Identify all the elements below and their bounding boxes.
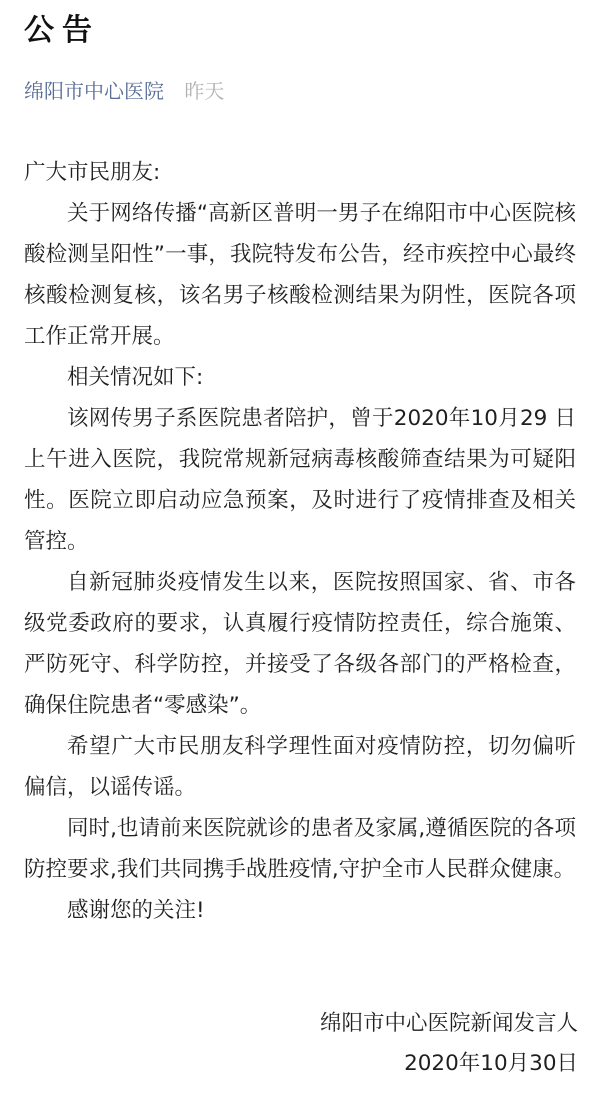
signature-block [320,1004,578,1084]
article-meta [24,76,224,106]
signature-org: 绵阳市中心医院新闻发言人 [319,1011,578,1036]
greeting: 广大市民朋友: [24,160,161,185]
paragraph-appeal: 希望广大市民朋友科学理性面对疫情防控，切勿偏听偏信，以谣传谣。 [24,734,576,800]
paragraph-details: 该网传男子系医院患者陪护，曾于2020年10月29 日上午进入医院，我院常规新冠病毒核酸筛查结果为可疑阳性。医院立即启动应急预案，及时进行了疫情排查及相关管控。 [24,406,576,554]
account-name-link[interactable]: 绵阳市中心医院 [24,79,164,103]
paragraph-requirements: 同时,也请前来医院就诊的患者及家属,遵循医院的各项防控要求,我们共同携手战胜疫情,守护全市人民群众健康。 [24,816,576,882]
paragraph-intro: 关于网络传播“高新区普明一男子在绵阳市中心医院核酸检测呈阳性”一事，我院特发布公告，经市疾控中心最终核酸检测复核，该名男子核酸检测结果为阴性，医院各项工作正常开展。 [24,201,576,349]
signature-date: 2020年10月30日 [404,1051,578,1076]
article-body [24,153,576,931]
paragraph-thanks: 感谢您的关注! [67,898,205,923]
paragraph-prevention: 自新冠肺炎疫情发生以来，医院按照国家、省、市各级党委政府的要求，认真履行疫情防控责任，综合施策、严防死守、科学防控，并接受了各级各部门的严格检查，确保住院患者“零感染”。 [24,570,576,718]
publish-date: 昨天 [184,79,225,103]
paragraph-subheading: 相关情况如下: [67,365,204,390]
article-title: 公告 [24,13,100,48]
